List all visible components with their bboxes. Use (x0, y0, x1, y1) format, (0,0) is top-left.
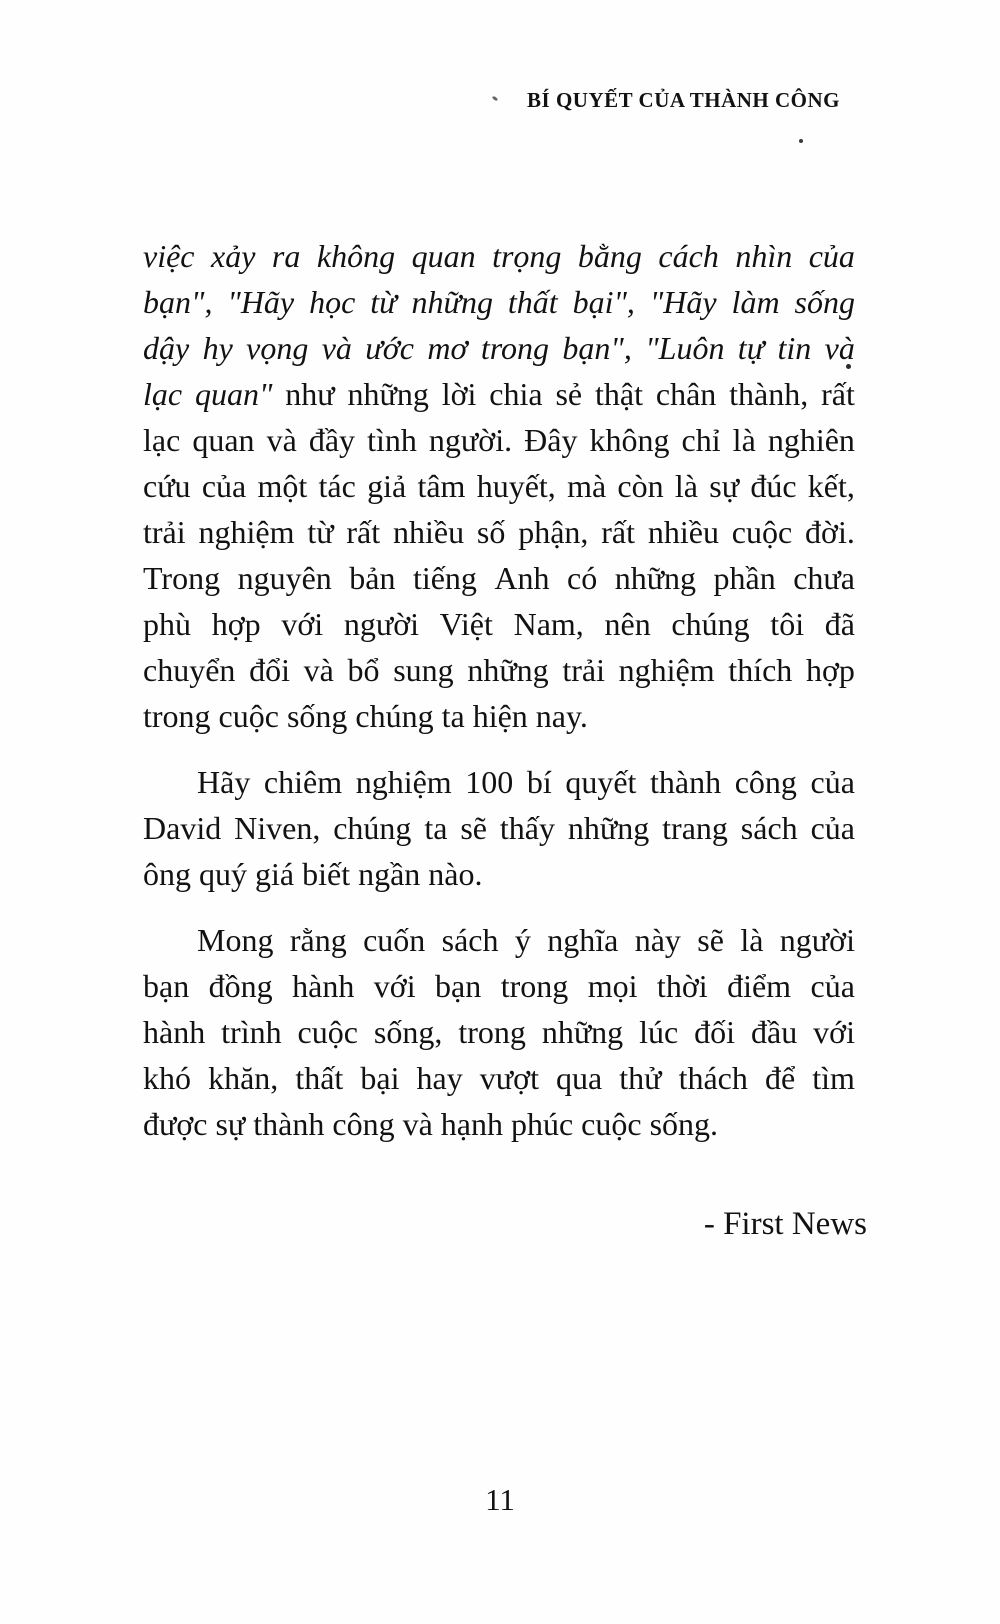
text-line: bạn", "Hãy học từ những thất bại", "Hãy làm sống (143, 284, 855, 320)
page-number: 11 (485, 1482, 515, 1517)
text-line: Trong nguyên bản tiếng Anh có những phần chưa (143, 560, 855, 596)
scan-speck (799, 139, 803, 143)
text-line: Hãy chiêm nghiệm 100 bí quyết thành công của (197, 764, 855, 800)
text-line: trong cuộc sống chúng ta hiện nay. (143, 698, 588, 734)
signature: - First News (703, 1206, 867, 1242)
body-text (143, 233, 855, 1147)
paragraph (143, 759, 855, 897)
scan-speck (492, 96, 499, 102)
text-line: việc xảy ra không quan trọng bằng cách nhìn của (143, 238, 855, 274)
running-header: BÍ QUYẾT CỦA THÀNH CÔNG (527, 88, 840, 112)
text-line: phù hợp với người Việt Nam, nên chúng tôi đã (143, 606, 855, 642)
text-line: lạc quan và đầy tình người. Đây không chỉ là nghiên (143, 422, 855, 458)
text-line: ông quý giá biết ngần nào. (143, 856, 483, 892)
text-line: chuyển đổi và bổ sung những trải nghiệm thích hợp (143, 652, 855, 688)
text-line: Mong rằng cuốn sách ý nghĩa này sẽ là người (197, 922, 855, 958)
text-line: lạc quan" như những lời chia sẻ thật chân thành, rất (143, 376, 855, 412)
text-line: cứu của một tác giả tâm huyết, mà còn là sự đúc kết, (143, 468, 855, 504)
text-line: được sự thành công và hạnh phúc cuộc sống. (143, 1106, 719, 1142)
text-line: David Niven, chúng ta sẽ thấy những trang sách của (143, 810, 855, 846)
text-line: dậy hy vọng và ước mơ trong bạn", "Luôn tự tin và (143, 330, 855, 366)
text-line: khó khăn, thất bại hay vượt qua thử thách để tìm (143, 1060, 855, 1096)
text-line: hành trình cuộc sống, trong những lúc đối đầu với (143, 1014, 855, 1050)
text-line: trải nghiệm từ rất nhiều số phận, rất nhiều cuộc đời. (143, 514, 855, 550)
text-line: bạn đồng hành với bạn trong mọi thời điểm của (143, 968, 855, 1004)
paragraph (143, 917, 855, 1147)
paragraph (143, 233, 855, 739)
